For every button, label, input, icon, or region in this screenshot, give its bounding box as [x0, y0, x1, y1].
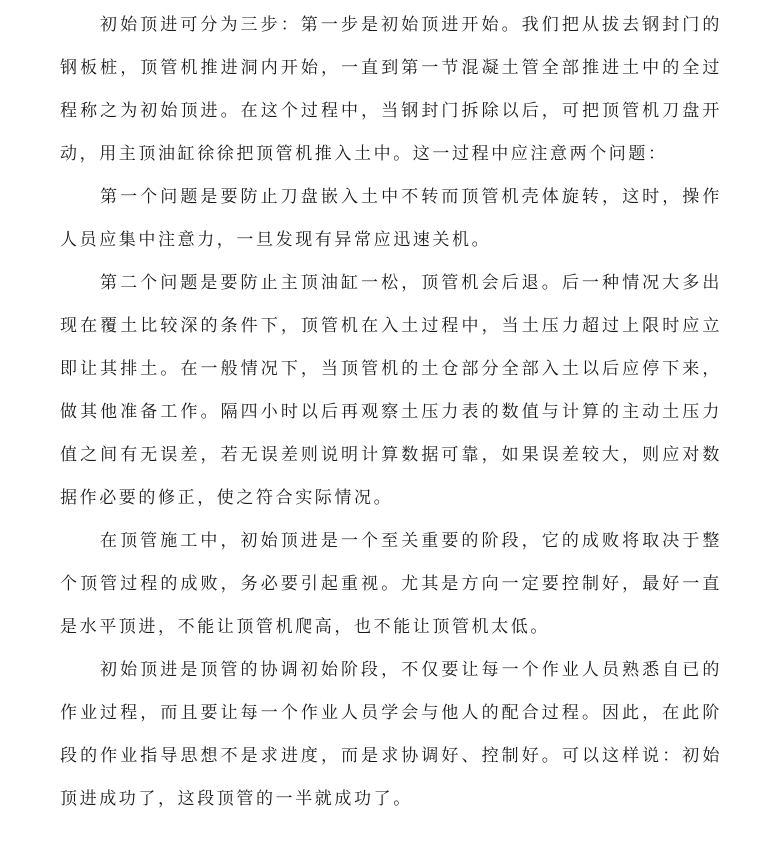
paragraph-4: 在顶管施工中，初始顶进是一个至关重要的阶段，它的成败将取决于整个顶管过程的成败，务必要引起重视。尤其是方向一定要控制好，最好一直是水平顶进，不能让顶管机爬高，也不能让顶管机太低。	[60, 531, 722, 637]
paragraph-5: 初始顶进是顶管的协调初始阶段，不仅要让每一个作业人员熟悉自已的作业过程，而且要让每一个作业人员学会与他人的配合过程。因此，在此阶段的作业指导思想不是求进度，而是求协调好、控制好。可以这样说：初始顶进成功了，这段顶管的一半就成功了。	[60, 660, 722, 809]
paragraph-1: 初始顶进可分为三步：第一步是初始顶进开始。我们把从拔去钢封门的钢板桩，顶管机推进洞内开始，一直到第一节混凝土管全部推进土中的全过程称之为初始顶进。在这个过程中，当钢封门拆除以后，可把顶管机刀盘开动，用主顶油缸徐徐把顶管机推入土中。这一过程中应注意两个问题：	[60, 15, 722, 164]
document-body	[60, 4, 722, 821]
paragraph-3: 第二个问题是要防止主顶油缸一松，顶管机会后退。后一种情况大多出现在覆土比较深的条件下，顶管机在入土过程中，当土压力超过上限时应立即让其排土。在一般情况下，当顶管机的土仓部分全部入土以后应停下来，做其他准备工作。隔四小时以后再观察土压力表的数值与计算的主动土压力值之间有无误差，若无误差则说明计算数据可靠，如果误差较大，则应对数据作必要的修正，使之符合实际情况。	[60, 273, 722, 508]
paragraph-2: 第一个问题是要防止刀盘嵌入土中不转而顶管机壳体旋转，这时，操作人员应集中注意力，一旦发现有异常应迅速关机。	[60, 187, 722, 250]
